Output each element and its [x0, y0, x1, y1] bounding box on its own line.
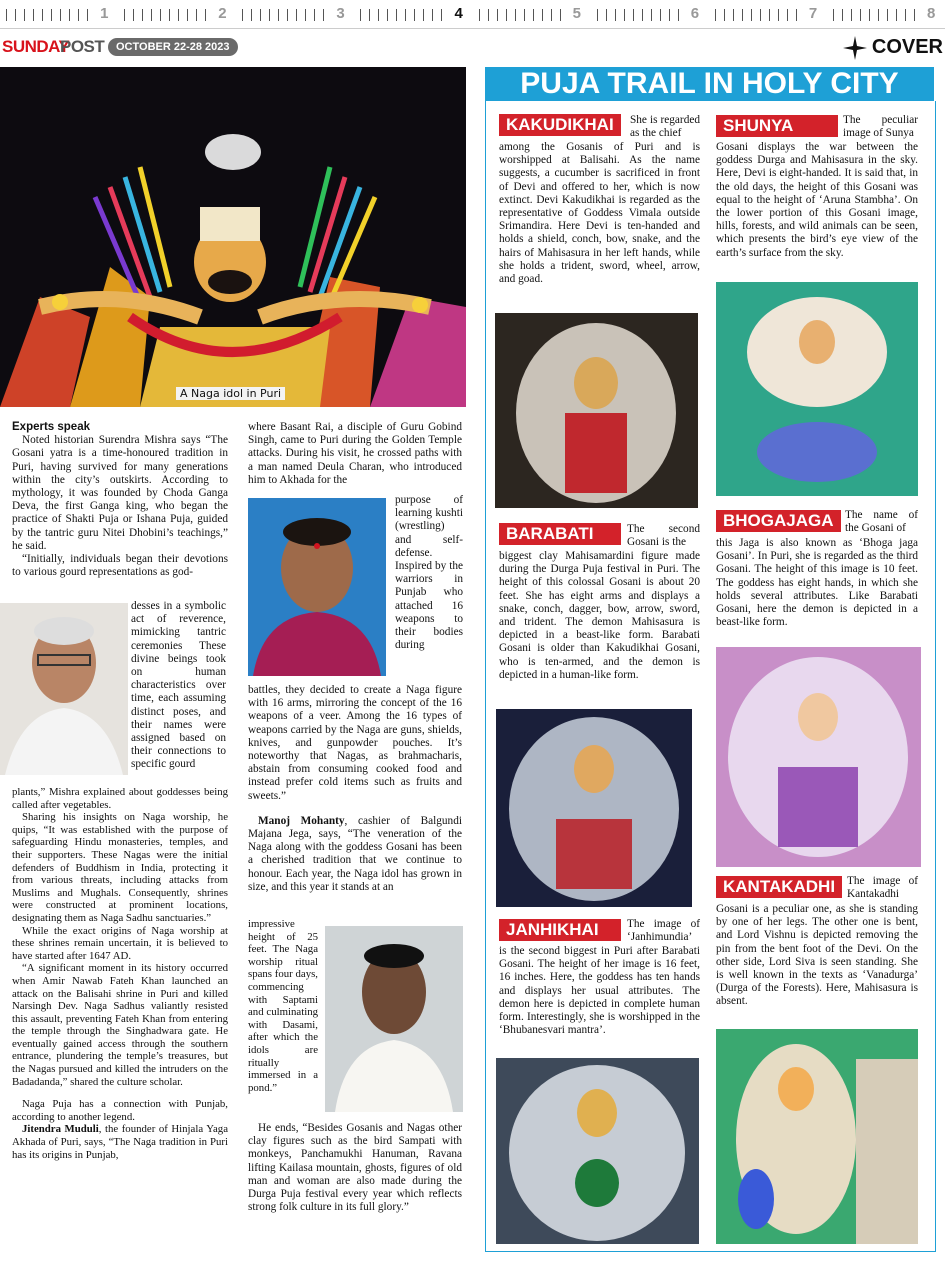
barabati-idol-photo [496, 709, 692, 907]
lead-kakudikhai: She is regarded as the chief [630, 114, 700, 140]
paragraph: battles, they decided to create a Naga figure with 16 arms, mirroring the concept of the 16 weapons of a veer. Among the 16 types of weapons carried by the Naga are guns, shields, knives, and gunpowder pouches. It’s noteworthy that Nagas, as brahmacharis, abstain from consuming cooked food and instead prefer cold items such as fruits and sweets.” [248, 684, 462, 802]
speaker-name: Manoj Mohanty [258, 814, 345, 827]
middle-column-mid [248, 684, 462, 894]
left-column-bottom [12, 786, 228, 1161]
compass-star-icon [843, 36, 867, 60]
naga-photo-caption: A Naga idol in Puri [176, 387, 285, 400]
ruler-tick [178, 9, 179, 21]
ruler-tick [860, 9, 861, 21]
section-heading: Experts speak [12, 421, 90, 433]
ruler-number: 8 [927, 5, 936, 22]
ruler-tick [260, 9, 261, 21]
issue-date: OCTOBER 22-28 2023 [108, 38, 238, 56]
ruler-tick [651, 9, 652, 21]
ruler-tick [278, 9, 279, 21]
paragraph: “Initially, individuals began their devotions to various gourd representations as god- [12, 553, 228, 579]
ruler-tick [678, 9, 679, 21]
panel-title: PUJA TRAIL IN HOLY CITY [485, 67, 934, 101]
ruler-tick [914, 9, 915, 21]
ruler-tick [151, 9, 152, 21]
body-shunya: Gosani displays the war between the goddess Durga and Mahisasura in the sky. Here, Devi is eight-handed. It is said that, in the old days, the height of this Gosani was equal to the height of ‘Aruna Stambha’. On the lower portion of this Gosani image, hills, forests, and wild animals can be seen, which presents the bird’s eye view of the earth’s surface from the sky. [716, 141, 918, 259]
middle-column-top [248, 421, 462, 487]
body-bhogajaga: this Jaga is also known as ‘Bhoga jaga Gosani’. In Puri, she is regarded as the third Gosani. The height of this image is 10 feet. The goddess has eight hands, in which she holds several attributes. Like Barabati Gosani, here the demon is depicted in a beast-like form. [716, 537, 918, 629]
middle-column-wrap1 [395, 494, 463, 652]
shunya-idol-photo [716, 282, 918, 496]
lead-bhogajaga: The name of the Gosani of [845, 509, 918, 535]
ruler-tick [378, 9, 379, 21]
lead-janhikhai: The image of ‘Janhimundia’ [627, 918, 700, 944]
ruler-tick [533, 9, 534, 21]
kantakadhi-idol-photo [716, 1029, 918, 1244]
ruler-tick [597, 9, 598, 21]
ruler-tick [187, 9, 188, 21]
ruler-tick [414, 9, 415, 21]
ruler-tick [15, 9, 16, 21]
lead-barabati: The second Gosani is the [627, 523, 700, 549]
paragraph: purpose of learning kushti (wrestling) and self-defense. Inspired by the warriors in Punjab who attached 16 weapons to their bodies during [395, 494, 463, 652]
paragraph: Noted historian Surendra Mishra says “The Gosani yatra is a time-honoured tradition in Puri, having survived for many generations within the city’s outskirts. According to mythology, it was founded by Choda Ganga Deva, the first Ganga king, who began the practice of Shakti Puja or Ishana Puja, guided by the tantric guru Nitei Dhobini’s teachings,” he said. [12, 434, 228, 552]
ruler-tick [633, 9, 634, 21]
label-janhikhai: JANHIKHAI [499, 919, 621, 941]
paragraph: Sharing his insights on Naga worship, he quips, “It was established with the purpose of safeguarding Hindu monasteries, temples, and their supporters. These Nagas were the initial defenders of Buddhism in India, protecting it from various threats, including attacks from Muslims and Mughals. Consequently, shrines were constructed at prominent locations, designating them as Naga Sadhu sanctuaries.” [12, 811, 228, 924]
ruler-tick [896, 9, 897, 21]
ruler-tick [78, 9, 79, 21]
body-janhikhai: is the second biggest in Puri after Barabati Gosani. The height of her image is 16 feet, 16 inches. Here, the goddess has ten hands and displays her usual attributes. The demon here is depicted in complete human form. Interestingly, she is worshipped in the ‘Bhubanesvari mantra’. [499, 945, 700, 1037]
lead-shunya: The peculiar image of Sunya [843, 114, 918, 140]
ruler-tick [396, 9, 397, 21]
ruler-tick [323, 9, 324, 21]
ruler-tick [787, 9, 788, 21]
ruler-tick [887, 9, 888, 21]
ruler-number: 4 [454, 5, 463, 22]
bhogajaga-idol-photo [716, 647, 921, 867]
ruler-tick [560, 9, 561, 21]
kakudikhai-idol-photo [495, 313, 698, 508]
ruler-tick [432, 9, 433, 21]
paragraph: impressive height of 25 feet. The Naga worship ritual spans four days, commencing with Saptami and culminating with Dasami, after which the idols are ritually immersed in a pond.” [248, 918, 318, 1094]
ruler-tick [497, 9, 498, 21]
body-barabati: biggest clay Mahisamardini figure made during the Durga Puja festival in Puri. The height of this colossal Gosani is about 20 feet. She has eight arms and displays a snake, conch, dagger, bow, arrow, sword, and trident. The demon Mahisasura is depicted in a beast-like form. Barabati Gosani is older than Kakudikhai Gosani, who is ten-armed, and the demon is depicted in a human-like form. [499, 550, 700, 681]
paragraph: “A significant moment in its history occurred when Amir Nawab Fateh Khan launched an attack on the Balisahi shrine in Puri and killed Narsingh Dev. Naga Sadhus valiantly resisted this assault, preventing Fateh Khan from entering the temple through the Singhadwara gate. He eventually gained access through the southern entrance, plundering the temple’s treasures, but the Nagas pursued and killed the intruders on the Badadanda,” shared the culture scholar. [12, 962, 228, 1088]
ruler-tick [606, 9, 607, 21]
ruler-tick [506, 9, 507, 21]
paragraph: Manoj Mohanty, cashier of Balgundi Majana Jega, says, “The veneration of the Naga along with the goddess Gosani has been a cherished tradition that we continue to honour. Each year, the Naga idol has grown in size, and this year it stands at an [248, 814, 462, 893]
paragraph: Naga Puja has a connection with Punjab, according to another legend. [12, 1098, 228, 1123]
ruler-tick [751, 9, 752, 21]
ruler-tick [869, 9, 870, 21]
ruler-tick [251, 9, 252, 21]
ruler-tick [51, 9, 52, 21]
ruler-tick [24, 9, 25, 21]
label-kantakadhi: KANTAKADHI [716, 876, 842, 898]
ruler-tick [479, 9, 480, 21]
ruler-tick [669, 9, 670, 21]
ruler-tick [778, 9, 779, 21]
paragraph: plants,” Mishra explained about goddesses being called after vegetables. [12, 786, 228, 811]
ruler-tick [733, 9, 734, 21]
label-shunya: SHUNYA [716, 115, 838, 137]
ruler-tick [360, 9, 361, 21]
paragraph: where Basant Rai, a disciple of Guru Gobind Singh, came to Puri during the Golden Temple attacks. During his visit, he crossed paths with a man named Deula Charan, who introduced him to Akhada for the [248, 421, 462, 486]
surendra-mishra-portrait [0, 603, 128, 775]
ruler-tick [842, 9, 843, 21]
ruler-tick [405, 9, 406, 21]
ruler-tick [905, 9, 906, 21]
ruler-tick [542, 9, 543, 21]
ruler-tick [196, 9, 197, 21]
ruler-tick [642, 9, 643, 21]
ruler-number: 1 [100, 5, 109, 22]
ruler-tick [769, 9, 770, 21]
body-kantakadhi: Gosani is a peculiar one, as she is standing by one of her legs. The other one is bent, and Lord Vishnu is depicted removing the pin from the bent foot of the Devi. On the other side, Lord Siva is seen standing. She is well known in the texts as ‘Vanadurga’ (Durga of the Forests). Here, Mahisasura is absent. [716, 903, 918, 1008]
left-column-wrap [131, 600, 226, 772]
ruler-tick [142, 9, 143, 21]
section-label: COVER [871, 36, 943, 58]
ruler-number: 3 [336, 5, 345, 22]
jitendra-muduli-portrait [248, 498, 386, 676]
body-kakudikhai: among the Gosanis of Puri and is worshipped at Balisahi. As the name suggests, a cucumber is sacrificed in front of Devi and offered to her, which is now extinct. Devi Kakudikhai is regarded as the representative of Goddess Vimala outside Srimandira. Here Devi is ten-handed and holds a shield, conch, bow, snake, and the hairs of Mahisasura in her left hands, while she holds a trident, sword, wheel, arrow, and goad. [499, 141, 700, 286]
ruler-tick [160, 9, 161, 21]
ruler-tick [133, 9, 134, 21]
label-bhogajaga: BHOGAJAGA [716, 510, 841, 532]
paragraph: desses in a symbolic act of reverence, mimicking tantric ceremonies These divine beings took on human characteristics over time, each assuming distinct poses, and their names were assigned based on their connections to specific gourd [131, 600, 226, 771]
left-column-top [12, 421, 228, 579]
naga-idol-photo [0, 67, 466, 407]
ruler-tick [42, 9, 43, 21]
brand-post: POST [60, 37, 105, 56]
page-header [0, 32, 945, 64]
ruler-tick [423, 9, 424, 21]
ruler-tick [624, 9, 625, 21]
paragraph: Jitendra Muduli, the founder of Hinjala Yaga Akhada of Puri, says, “The Naga tradition in Puri has its origins in Punjab, [12, 1123, 228, 1161]
ruler-tick [87, 9, 88, 21]
ruler-tick [488, 9, 489, 21]
ruler-tick [296, 9, 297, 21]
brand-sunday: SUNDAY [2, 37, 70, 56]
ruler-tick [615, 9, 616, 21]
ruler-tick [305, 9, 306, 21]
janhikhai-idol-photo [496, 1058, 699, 1244]
label-kakudikhai: KAKUDIKHAI [499, 114, 621, 136]
ruler-tick [169, 9, 170, 21]
ruler-tick [551, 9, 552, 21]
ruler-tick [796, 9, 797, 21]
ruler-tick [833, 9, 834, 21]
ruler-tick [314, 9, 315, 21]
ruler-tick [124, 9, 125, 21]
ruler-tick [287, 9, 288, 21]
ruler-tick [269, 9, 270, 21]
middle-column-wrap2 [248, 918, 318, 1094]
ruler-tick [6, 9, 7, 21]
ruler-tick [369, 9, 370, 21]
ruler-tick [724, 9, 725, 21]
speaker-name: Jitendra Muduli [22, 1123, 99, 1136]
ruler-tick [205, 9, 206, 21]
middle-column-bottom [248, 1122, 462, 1214]
ruler-tick [33, 9, 34, 21]
ruler-tick [742, 9, 743, 21]
ruler-tick [760, 9, 761, 21]
ruler-tick [69, 9, 70, 21]
paragraph: While the exact origins of Naga worship at these shrines remain uncertain, it is believed to have started after 1647 AD. [12, 924, 228, 962]
manoj-mohanty-portrait [325, 926, 463, 1112]
ruler-tick [660, 9, 661, 21]
ruler-number: 2 [218, 5, 227, 22]
page-ruler [0, 0, 945, 29]
ruler-tick [60, 9, 61, 21]
ruler-tick [878, 9, 879, 21]
ruler-tick [851, 9, 852, 21]
ruler-number: 7 [808, 5, 818, 22]
ruler-tick [524, 9, 525, 21]
ruler-tick [715, 9, 716, 21]
ruler-tick [242, 9, 243, 21]
ruler-tick [441, 9, 442, 21]
paragraph: He ends, “Besides Gosanis and Nagas other clay figures such as the bird Sampati with monkeys, Panchamukhi Hanuman, Ravana lifting Kailasa mountain, ghosts, figures of old man and woman are also made during the Durga Puja festival every year which reflects strong folk culture in its full glory.” [248, 1122, 462, 1214]
ruler-number: 6 [690, 5, 700, 22]
ruler-number: 5 [572, 5, 581, 22]
lead-kantakadhi: The image of Kantakadhi [847, 875, 918, 901]
ruler-tick [515, 9, 516, 21]
label-barabati: BARABATI [499, 523, 621, 545]
ruler-tick [387, 9, 388, 21]
